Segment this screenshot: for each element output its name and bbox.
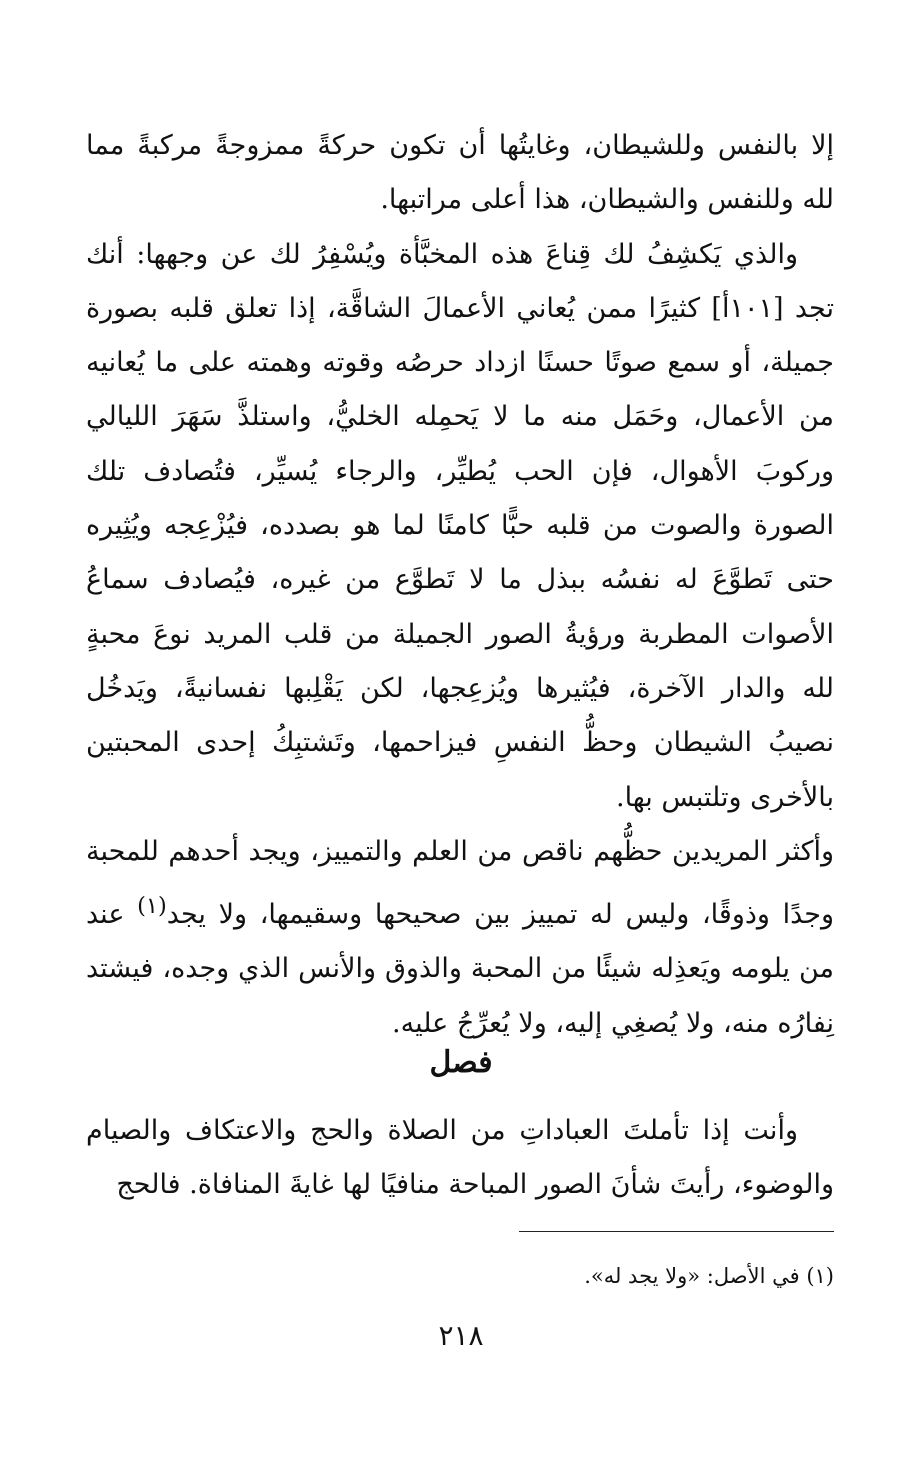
footnote-reference: (١) xyxy=(137,893,167,920)
paragraph-3-text-after: عند من يلومه ويَعذِله شيئًا من المحبة والذوق والأنس الذي وجده، فيشتد نِفارُه منه، ولا يُصغِي إليه، ولا يُعرِّجُ عليه. xyxy=(86,899,834,1039)
paragraph-3 xyxy=(86,825,834,1051)
paragraph-2: والذي يَكشِفُ لك قِناعَ هذه المخبَّأة ويُسْفِرُ لك عن وجهها: أنك تجد [١٠١أ] كثيرًا ممن يُعاني الأعمالَ الشاقَّة، إذا تعلق قلبه بصورة جميلة، أو سمع صوتًا حسنًا ازداد حرصُه وقوته وهمته على ما يُعانيه من الأعمال، وحَمَل منه ما لا يَحمِله الخليُّ، واستلذَّ سَهَرَ الليالي وركوبَ الأهوال، فإن الحب يُطيِّر، والرجاء يُسيِّر، فتُصادف تلك الصورة والصوت من قلبه حبًّا كامنًا لما هو بصدده، فيُزْعِجه ويُثِيره حتى تَطوَّعَ له نفسُه ببذل ما لا تَطوَّع من غيره، فيُصادف سماعُ الأصوات المطربة ورؤيةُ الصور الجميلة من قلب المريد نوعَ محبةٍ لله والدار الآخرة، فيُثيرها ويُزعِجها، لكن يَقْلِبها نفسانيةً، ويَدخُل نصيبُ الشيطان وحظُّ النفسِ فيزاحمها، وتَشتبِكُ إحدى المحبتين بالأخرى وتلتبس بها. xyxy=(86,238,835,813)
paragraph-4: وأنت إذا تأملتَ العباداتِ من الصلاة والحج والاعتكاف والصيام والوضوء، رأيتَ شأنَ الصور المباحة منافيًا لها غايةَ المنافاة. فالحج xyxy=(86,1115,834,1201)
footnote-text: في الأصل: «ولا يجد له». xyxy=(584,1264,807,1288)
main-text-bottom xyxy=(86,1104,834,1213)
page-number: ٢١٨ xyxy=(438,1319,484,1352)
main-text-top xyxy=(86,119,834,1051)
paragraph-3-text: وأكثر المريدين حظُّهم ناقص من العلم والتمييز، ويجد أحدهم للمحبة وجدًا وذوقًا، وليس له تمييز بين صحيحها وسقيمها، ولا يجد xyxy=(86,835,835,931)
footnote-separator xyxy=(519,1231,834,1232)
footnote xyxy=(86,1260,834,1292)
section-heading: فصل xyxy=(429,1045,493,1080)
footnote-marker: (١) xyxy=(806,1264,834,1288)
paragraph-1: إلا بالنفس وللشيطان، وغايتُها أن تكون حركةً ممزوجةً مركبةً مما لله وللنفس والشيطان، هذا أعلى مراتبها. xyxy=(86,130,834,216)
